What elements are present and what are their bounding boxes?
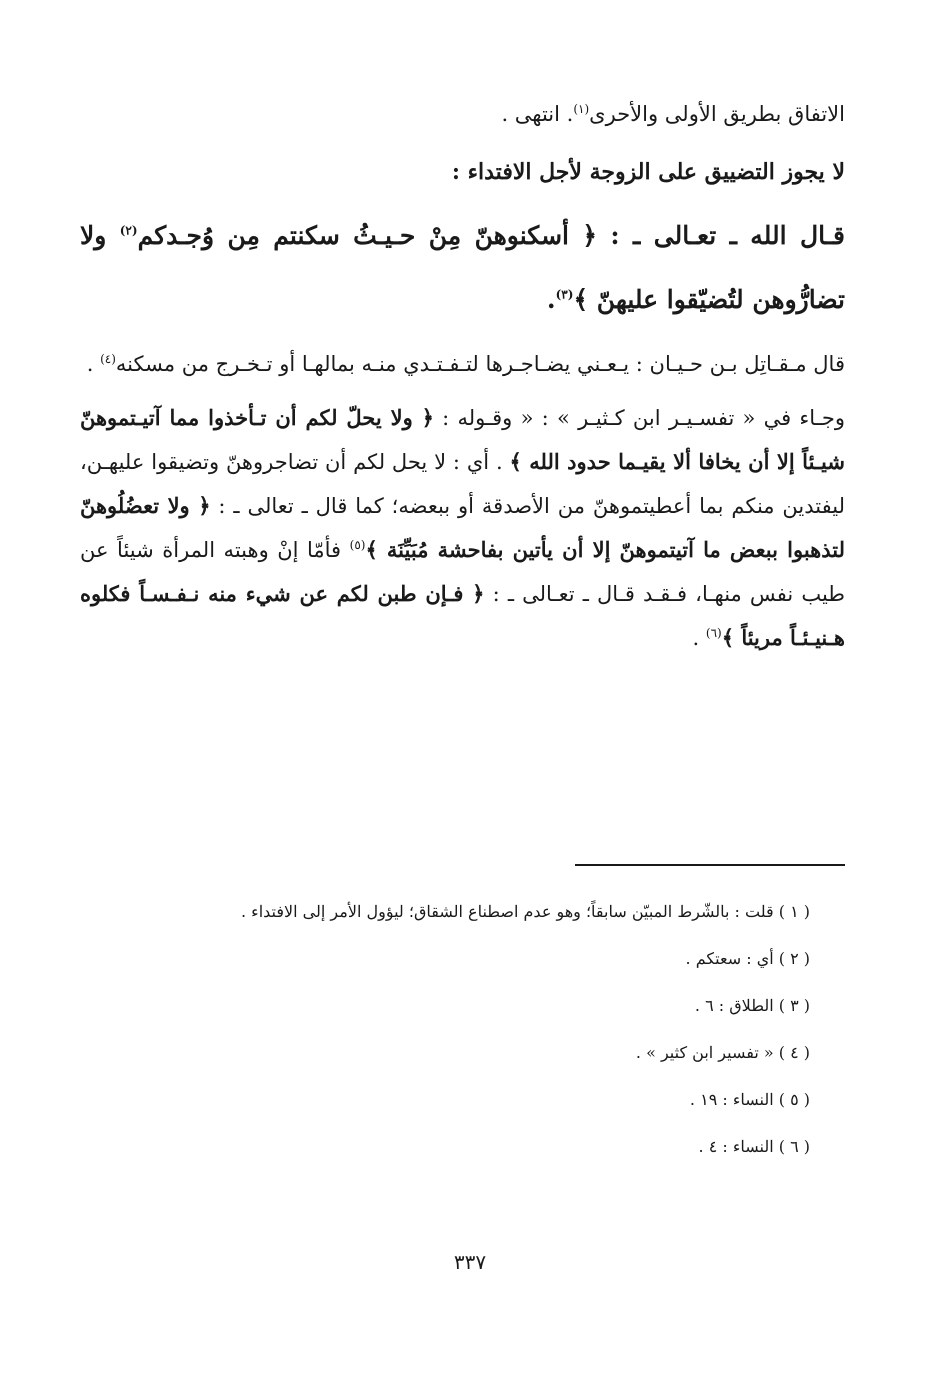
- ibn-kathir-explanation: . أي : لا يحل لكم أن تضاجروهنّ وتضيقوا عليهـن، ليفتدين منكم بما أعطيتموهنّ من الأصدقة أو ببعضه؛ كما قال ـ تعالى ـ :: [80, 450, 845, 518]
- footnote-ref-2[interactable]: (٢): [119, 223, 138, 238]
- footnote-ref-3[interactable]: (٣): [555, 287, 574, 302]
- footnote-6: ( ٦ ) النساء : ٤ .: [698, 1137, 810, 1156]
- footnote-2: ( ٢ ) أي : سعتكم .: [685, 949, 810, 968]
- verse-paragraph: [80, 204, 845, 332]
- footnote-ref-6[interactable]: (٦): [705, 626, 722, 640]
- muqatil-end: .: [86, 352, 101, 376]
- ibn-kathir-continuation: فأمّا إنْ وهبته المرأة شيئاً عن طيب نفس منهـا، فـقـد قـال ـ تعـالى ـ :: [80, 538, 845, 606]
- paragraph-ibn-kathir: [80, 396, 845, 660]
- footnote-ref-4[interactable]: (٤): [100, 352, 116, 366]
- footnote-5: ( ٥ ) النساء : ١٩ .: [689, 1090, 810, 1109]
- footnote-ref-1[interactable]: (١): [573, 102, 590, 116]
- verse-quote-part-1: ﴿ أسكنوهنّ مِنْ حـيـثُ سكنتم مِن وُجـدكم: [137, 221, 598, 250]
- paragraph-intro: [80, 92, 845, 136]
- verse-end: .: [546, 285, 556, 314]
- ibn-kathir-end: .: [692, 626, 706, 650]
- footnote-divider: [575, 864, 845, 866]
- quran-quote-3: ﴿ فـإن طبن لكم عن شيء منه نـفـسـاً فكلوه هـنيـئـاً مريئاً ﴾: [80, 581, 845, 650]
- quran-quote-1: ﴿ ولا يحلّ لكم أن تـأخذوا مما آتيـتموهنّ شيـئاً إلا أن يخافا ألا يقيـما حدود الله ﴾: [80, 405, 845, 474]
- intro-end: . انتهى .: [501, 102, 574, 126]
- footnotes: [80, 888, 810, 1170]
- verse-lead: قـال الله ـ تعـالى ـ :: [597, 221, 845, 250]
- quran-quote-2: ﴿ ولا تعضُلُوهنّ لتذهبوا ببعض ما آتيتموهنّ إلا أن يأتين بفاحشة مُبَيِّنَة ﴾: [80, 493, 845, 562]
- muqatil-text: قال مـقـاتِل بـن حـيـان : يـعـني يضـاجـرها لتـفـتـدي منـه بمالهـا أو تـخـرج من مسكنه: [115, 352, 845, 376]
- page-number: ٣٣٧: [453, 1250, 487, 1274]
- intro-text: الاتفاق بطريق الأولى والأحرى: [589, 102, 845, 126]
- footnote-ref-5[interactable]: (٥): [349, 538, 366, 552]
- footnote-1: ( ١ ) قلت : بالشّرط المبيّن سابقاً؛ وهو عدم اصطناع الشقاق؛ ليؤول الأمر إلى الافتداء .: [241, 902, 810, 921]
- paragraph-muqatil: [80, 342, 845, 386]
- ibn-kathir-lead: وجـاء في « تفسـيـر ابن كـثيـر » : « وقـوله :: [433, 406, 845, 430]
- footnote-4: ( ٤ ) « تفسير ابن كثير » .: [635, 1043, 810, 1062]
- verse-quote-part-2: ولا تضارُّوهن لتُضيّقوا عليهنّ ﴾: [80, 221, 845, 314]
- section-heading: لا يجوز التضييق على الزوجة لأجل الافتداء :: [451, 159, 845, 185]
- footnote-3: ( ٣ ) الطلاق : ٦ .: [694, 996, 810, 1015]
- page-body: [80, 92, 845, 660]
